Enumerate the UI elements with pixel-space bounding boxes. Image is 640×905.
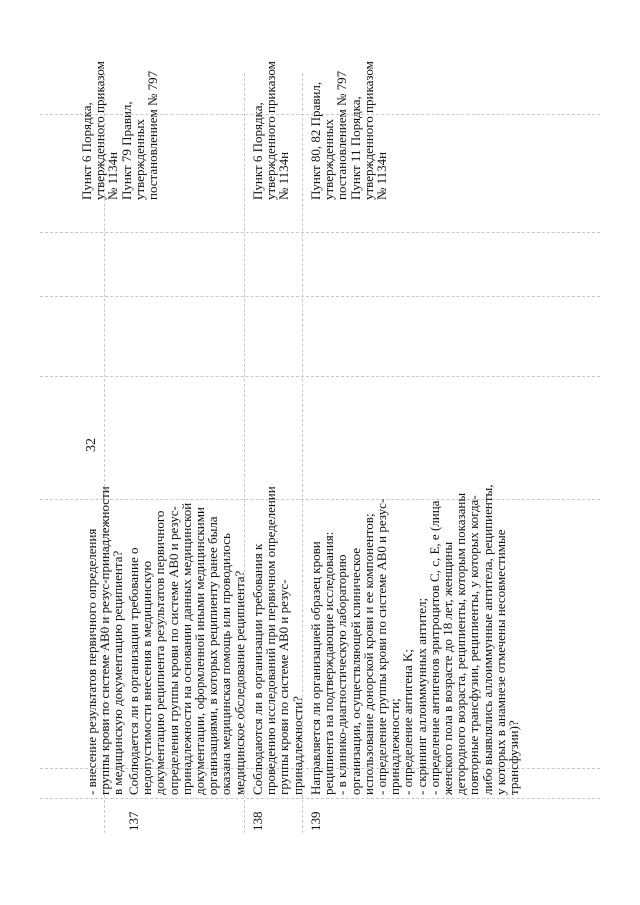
column-divider [40,376,600,377]
reference-line: утвержденных [321,118,337,200]
question-line: Соблюдаются ли в организации требования к [250,543,265,795]
row-number: 137 [126,811,141,831]
question-line: - определение группы крови по системе AB0 и резус- [374,498,390,795]
question-line: повторные трансфузии, реципиенты, у которых когда- [466,495,482,795]
reference-line: № 1134н [276,151,292,200]
question-line: - определение антигенов эритроцитов C, c, E, e (лица [426,500,442,795]
question-line: проведению исследований при первичном определении [263,486,279,795]
question-line: реципиента на подтверждающие исследования: [321,531,337,795]
question-line: оказана медицинская помощь или проводилось [218,533,234,795]
column-divider [40,232,600,233]
reference-cell [251,61,291,200]
question-line: принадлежности; [387,698,403,795]
column-divider [40,798,600,799]
question-cell [85,486,125,795]
question-line: недопустимости внесения в медицинскую [139,560,155,795]
row-number: 138 [250,811,265,831]
reference-line: утвержденных [131,118,147,200]
question-line: в медицинскую документацию реципиента? [110,550,126,795]
question-line: использование донорской крови и ее компонентов; [360,513,376,795]
question-cell [309,485,520,796]
question-line: группы крови по системе AB0 и резус-принадлежности [97,486,113,795]
page-number: 32 [84,438,99,452]
question-cell [251,486,304,795]
reference-cell [309,61,388,200]
question-line: принадлежности на основании данных медицинской [178,502,194,795]
reference-line: утвержденного приказом [92,61,108,200]
question-line: женского пола в возрасте до 18 лет, женщины [440,541,456,795]
question-line: документации, оформленной иными медицинскими [192,507,208,795]
question-line: организации, осуществляющей клиническое [347,547,363,795]
reference-line: постановлением № 797 [145,70,161,200]
question-line: документацию реципиента результатов первичного [152,510,168,795]
question-cell [127,503,246,795]
reference-cell [80,61,159,200]
reference-line: Пункт 79 Правил, [118,101,134,200]
reference-line: № 1134н [374,151,390,200]
question-line: - в клинико-диагностическую лабораторию [334,554,350,795]
question-line: - внесение результатов первичного определения [84,528,99,795]
question-line: Соблюдается ли в организации требование о [126,547,141,795]
reference-line: № 1134н [105,151,121,200]
column-divider [40,296,600,297]
question-line: - определение антигена K; [400,649,416,795]
reference-line: утвержденного приказом [263,61,279,200]
question-line: организациями, в которых реципиенту ранее была [205,516,221,795]
question-line: детородного возраста, реципиенты, которым показаны [453,492,469,795]
reference-line: Пункт 6 Порядка, [79,102,94,200]
question-line: медицинское обследование реципиента? [231,570,247,795]
reference-line: Пункт 11 Порядка, [347,96,363,200]
question-line: Направляется ли организацией образец крови [308,541,323,795]
question-line: принадлежности? [289,696,305,795]
question-line: трансфузии)? [506,720,522,795]
question-line: - скрининг аллоиммунных антител; [413,597,429,795]
reference-line: Пункт 80, 82 Правил, [308,81,323,200]
question-line: определения группы крови по системе AB0 и резус- [165,506,181,795]
reference-line: Пункт 6 Порядка, [250,102,265,200]
reference-line: постановлением № 797 [334,70,350,200]
question-line: у которых в анамнезе отмечены несовместимые [492,529,508,795]
question-line: либо выявлялись аллоиммунные антитела, реципиенты, [479,484,495,795]
question-line: группы крови по системе AB0 и резус- [276,579,292,795]
reference-line: утвержденного приказом [360,61,376,200]
row-number: 139 [308,811,323,831]
